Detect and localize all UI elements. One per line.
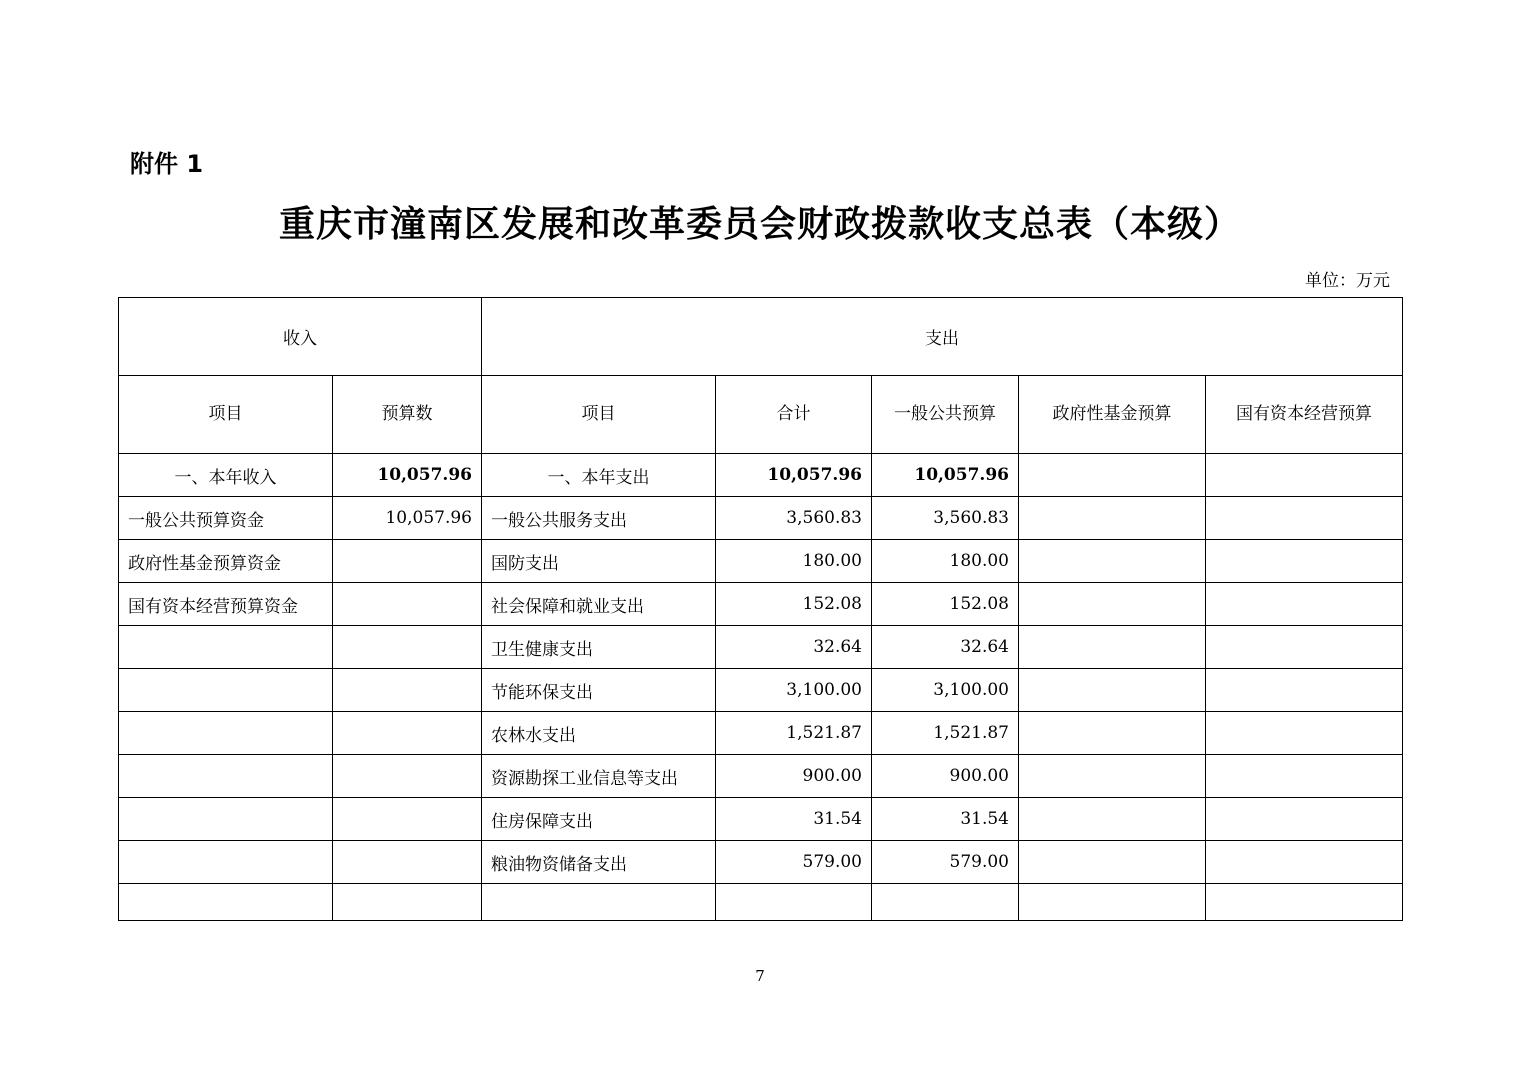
- group-header-row: [119, 298, 1403, 376]
- cell-total: 3,560.83: [716, 497, 872, 540]
- cell-total: 579.00: [716, 841, 872, 884]
- summary-general-budget: 10,057.96: [872, 454, 1019, 497]
- cell-general-budget: 180.00: [872, 540, 1019, 583]
- page-title: 重庆市潼南区发展和改革委员会财政拨款收支总表（本级）: [278, 203, 1241, 245]
- cell-income-budget: [333, 712, 482, 755]
- cell-expense-item: 一般公共服务支出: [482, 497, 716, 540]
- cell-general-budget: 3,100.00: [872, 669, 1019, 712]
- cell-general-budget: 32.64: [872, 626, 1019, 669]
- attachment-label: 附件 1: [130, 150, 204, 178]
- cell-income-item: [119, 841, 333, 884]
- col-header-income-item: 项目: [119, 376, 333, 454]
- table-row: [119, 669, 1403, 712]
- summary-fund-budget: [1019, 454, 1206, 497]
- col-header-general-budget: 一般公共预算: [872, 376, 1019, 454]
- cell-expense-item: 社会保障和就业支出: [482, 583, 716, 626]
- cell-income-budget: [333, 540, 482, 583]
- cell-expense-item: 粮油物资储备支出: [482, 841, 716, 884]
- cell-total: 32.64: [716, 626, 872, 669]
- cell-state-capital-budget: [1206, 497, 1403, 540]
- table-row: [119, 884, 1403, 921]
- cell-state-capital-budget: [1206, 540, 1403, 583]
- cell-expense-item: [482, 884, 716, 921]
- cell-fund-budget: [1019, 626, 1206, 669]
- table-row: [119, 841, 1403, 884]
- cell-state-capital-budget: [1206, 755, 1403, 798]
- cell-income-budget: 10,057.96: [333, 497, 482, 540]
- cell-income-budget: [333, 583, 482, 626]
- cell-general-budget: [872, 884, 1019, 921]
- cell-state-capital-budget: [1206, 583, 1403, 626]
- cell-expense-item: 卫生健康支出: [482, 626, 716, 669]
- unit-label: 单位：万元: [1305, 271, 1390, 291]
- cell-income-budget: [333, 798, 482, 841]
- col-header-expense-item: 项目: [482, 376, 716, 454]
- cell-general-budget: 3,560.83: [872, 497, 1019, 540]
- cell-fund-budget: [1019, 755, 1206, 798]
- table-row: [119, 712, 1403, 755]
- col-header-state-capital-budget: 国有资本经营预算: [1206, 376, 1403, 454]
- col-header-income-budget: 预算数: [333, 376, 482, 454]
- table-row: [119, 583, 1403, 626]
- cell-fund-budget: [1019, 583, 1206, 626]
- cell-general-budget: 1,521.87: [872, 712, 1019, 755]
- cell-total: 900.00: [716, 755, 872, 798]
- cell-state-capital-budget: [1206, 669, 1403, 712]
- cell-total: [716, 884, 872, 921]
- cell-income-budget: [333, 669, 482, 712]
- cell-state-capital-budget: [1206, 884, 1403, 921]
- cell-income-item: [119, 712, 333, 755]
- summary-row: [119, 454, 1403, 497]
- table-row: [119, 540, 1403, 583]
- summary-income-budget: 10,057.96: [333, 454, 482, 497]
- cell-income-item: [119, 669, 333, 712]
- column-header-row: [119, 376, 1403, 454]
- cell-fund-budget: [1019, 841, 1206, 884]
- cell-income-item: [119, 755, 333, 798]
- cell-income-item: 国有资本经营预算资金: [119, 583, 333, 626]
- cell-income-item: [119, 884, 333, 921]
- cell-fund-budget: [1019, 540, 1206, 583]
- cell-general-budget: 900.00: [872, 755, 1019, 798]
- cell-total: 180.00: [716, 540, 872, 583]
- table-row: [119, 626, 1403, 669]
- summary-income-item: 一、本年收入: [119, 454, 333, 497]
- cell-fund-budget: [1019, 669, 1206, 712]
- cell-expense-item: 节能环保支出: [482, 669, 716, 712]
- cell-state-capital-budget: [1206, 712, 1403, 755]
- page-number: 7: [755, 967, 765, 985]
- col-header-fund-budget: 政府性基金预算: [1019, 376, 1206, 454]
- cell-income-budget: [333, 841, 482, 884]
- cell-income-item: [119, 626, 333, 669]
- cell-income-budget: [333, 626, 482, 669]
- cell-general-budget: 579.00: [872, 841, 1019, 884]
- cell-total: 1,521.87: [716, 712, 872, 755]
- cell-fund-budget: [1019, 712, 1206, 755]
- table-row: [119, 497, 1403, 540]
- cell-fund-budget: [1019, 497, 1206, 540]
- cell-expense-item: 资源勘探工业信息等支出: [482, 755, 716, 798]
- cell-fund-budget: [1019, 798, 1206, 841]
- cell-total: 3,100.00: [716, 669, 872, 712]
- cell-expense-item: 农林水支出: [482, 712, 716, 755]
- cell-state-capital-budget: [1206, 841, 1403, 884]
- budget-summary-table: [118, 297, 1403, 921]
- cell-state-capital-budget: [1206, 626, 1403, 669]
- cell-total: 31.54: [716, 798, 872, 841]
- cell-income-item: 一般公共预算资金: [119, 497, 333, 540]
- cell-income-item: 政府性基金预算资金: [119, 540, 333, 583]
- summary-expense-item: 一、本年支出: [482, 454, 716, 497]
- cell-income-item: [119, 798, 333, 841]
- income-group-header: 收入: [119, 298, 482, 376]
- table-row: [119, 755, 1403, 798]
- cell-general-budget: 152.08: [872, 583, 1019, 626]
- cell-expense-item: 住房保障支出: [482, 798, 716, 841]
- cell-general-budget: 31.54: [872, 798, 1019, 841]
- summary-total: 10,057.96: [716, 454, 872, 497]
- expense-group-header: 支出: [482, 298, 1403, 376]
- cell-fund-budget: [1019, 884, 1206, 921]
- table-row: [119, 798, 1403, 841]
- col-header-total: 合计: [716, 376, 872, 454]
- cell-state-capital-budget: [1206, 798, 1403, 841]
- summary-state-capital-budget: [1206, 454, 1403, 497]
- cell-total: 152.08: [716, 583, 872, 626]
- cell-income-budget: [333, 755, 482, 798]
- cell-expense-item: 国防支出: [482, 540, 716, 583]
- cell-income-budget: [333, 884, 482, 921]
